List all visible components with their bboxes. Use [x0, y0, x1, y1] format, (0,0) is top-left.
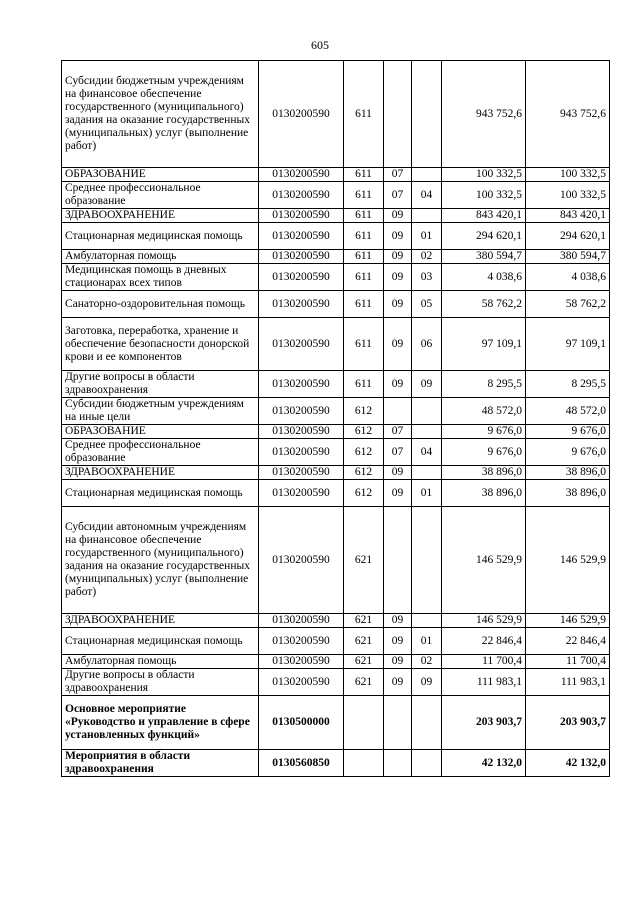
row-pr: 02 — [412, 250, 442, 264]
row-pr: 06 — [412, 318, 442, 371]
row-sum-2: 294 620,1 — [526, 223, 610, 250]
row-sum-2: 22 846,4 — [526, 628, 610, 655]
row-sum-1: 48 572,0 — [442, 398, 526, 425]
row-pr: 01 — [412, 480, 442, 507]
row-code: 0130200590 — [259, 264, 344, 291]
row-code: 0130200590 — [259, 291, 344, 318]
row-code: 0130200590 — [259, 628, 344, 655]
row-vr: 612 — [344, 439, 384, 466]
table-row — [62, 628, 610, 655]
table-row — [62, 669, 610, 696]
row-rz — [384, 398, 412, 425]
row-code: 0130200590 — [259, 669, 344, 696]
row-rz: 09 — [384, 466, 412, 480]
row-sum-1: 100 332,5 — [442, 168, 526, 182]
row-sum-2: 111 983,1 — [526, 669, 610, 696]
row-pr: 09 — [412, 669, 442, 696]
row-sum-1: 38 896,0 — [442, 480, 526, 507]
table-row — [62, 480, 610, 507]
row-rz: 09 — [384, 223, 412, 250]
row-vr: 611 — [344, 318, 384, 371]
row-vr: 612 — [344, 480, 384, 507]
row-sum-2: 943 752,6 — [526, 61, 610, 168]
table-row — [62, 250, 610, 264]
row-sum-2: 58 762,2 — [526, 291, 610, 318]
row-name: Основное мероприятие «Руководство и управление в сфере установленных функций» — [62, 696, 259, 750]
row-rz: 09 — [384, 655, 412, 669]
row-rz: 07 — [384, 425, 412, 439]
row-name: ОБРАЗОВАНИЕ — [62, 425, 259, 439]
row-pr: 01 — [412, 223, 442, 250]
row-code: 0130200590 — [259, 614, 344, 628]
row-pr — [412, 398, 442, 425]
row-rz: 09 — [384, 628, 412, 655]
row-rz: 09 — [384, 318, 412, 371]
row-vr: 621 — [344, 507, 384, 614]
row-rz: 09 — [384, 264, 412, 291]
row-sum-2: 100 332,5 — [526, 168, 610, 182]
row-sum-1: 294 620,1 — [442, 223, 526, 250]
row-sum-2: 843 420,1 — [526, 209, 610, 223]
row-name: Медицинская помощь в дневных стационарах всех типов — [62, 264, 259, 291]
row-sum-1: 203 903,7 — [442, 696, 526, 750]
row-sum-2: 8 295,5 — [526, 371, 610, 398]
row-vr — [344, 696, 384, 750]
row-code: 0130200590 — [259, 182, 344, 209]
row-sum-1: 97 109,1 — [442, 318, 526, 371]
row-sum-1: 11 700,4 — [442, 655, 526, 669]
row-rz — [384, 507, 412, 614]
row-pr: 03 — [412, 264, 442, 291]
table-row — [62, 209, 610, 223]
row-name: Стационарная медицинская помощь — [62, 223, 259, 250]
row-rz: 09 — [384, 371, 412, 398]
row-pr — [412, 750, 442, 777]
row-name: Субсидии бюджетным учреждениям на финансовое обеспечение государственного (муниципального) задания на оказание государственных (муниципальных) услуг (выполнение работ) — [62, 61, 259, 168]
row-sum-1: 943 752,6 — [442, 61, 526, 168]
row-pr — [412, 209, 442, 223]
table-row — [62, 425, 610, 439]
row-code: 0130200590 — [259, 480, 344, 507]
row-sum-2: 146 529,9 — [526, 507, 610, 614]
row-sum-2: 11 700,4 — [526, 655, 610, 669]
row-vr: 611 — [344, 371, 384, 398]
row-vr: 621 — [344, 614, 384, 628]
row-name: Стационарная медицинская помощь — [62, 628, 259, 655]
row-code: 0130200590 — [259, 507, 344, 614]
row-sum-2: 42 132,0 — [526, 750, 610, 777]
row-pr — [412, 168, 442, 182]
row-sum-1: 22 846,4 — [442, 628, 526, 655]
row-code: 0130200590 — [259, 398, 344, 425]
table-row — [62, 398, 610, 425]
row-pr — [412, 614, 442, 628]
row-rz — [384, 696, 412, 750]
table-row — [62, 223, 610, 250]
row-sum-1: 843 420,1 — [442, 209, 526, 223]
row-vr: 612 — [344, 398, 384, 425]
row-sum-1: 146 529,9 — [442, 507, 526, 614]
row-sum-1: 380 594,7 — [442, 250, 526, 264]
row-rz: 09 — [384, 250, 412, 264]
row-code: 0130200590 — [259, 466, 344, 480]
row-code: 0130200590 — [259, 425, 344, 439]
row-name: ЗДРАВООХРАНЕНИЕ — [62, 466, 259, 480]
row-name: Амбулаторная помощь — [62, 655, 259, 669]
table-row — [62, 750, 610, 777]
table-row — [62, 291, 610, 318]
row-vr: 611 — [344, 264, 384, 291]
row-code: 0130200590 — [259, 223, 344, 250]
row-vr: 611 — [344, 61, 384, 168]
row-sum-1: 100 332,5 — [442, 182, 526, 209]
row-sum-2: 48 572,0 — [526, 398, 610, 425]
row-pr: 09 — [412, 371, 442, 398]
row-sum-1: 9 676,0 — [442, 439, 526, 466]
row-sum-1: 8 295,5 — [442, 371, 526, 398]
table-row — [62, 168, 610, 182]
row-sum-2: 100 332,5 — [526, 182, 610, 209]
row-name: Среднее профессиональное образование — [62, 439, 259, 466]
row-sum-1: 9 676,0 — [442, 425, 526, 439]
row-rz: 09 — [384, 291, 412, 318]
row-vr: 611 — [344, 250, 384, 264]
table-row — [62, 371, 610, 398]
row-name: Заготовка, переработка, хранение и обеспечение безопасности донорской крови и ее компонентов — [62, 318, 259, 371]
row-pr — [412, 696, 442, 750]
table-row — [62, 439, 610, 466]
row-sum-1: 4 038,6 — [442, 264, 526, 291]
table-row — [62, 264, 610, 291]
row-name: Среднее профессиональное образование — [62, 182, 259, 209]
row-rz: 07 — [384, 182, 412, 209]
row-code: 0130500000 — [259, 696, 344, 750]
row-sum-2: 38 896,0 — [526, 480, 610, 507]
row-pr: 05 — [412, 291, 442, 318]
row-code: 0130560850 — [259, 750, 344, 777]
row-sum-2: 38 896,0 — [526, 466, 610, 480]
row-code: 0130200590 — [259, 250, 344, 264]
row-pr: 04 — [412, 182, 442, 209]
row-vr: 611 — [344, 182, 384, 209]
row-name: Субсидии бюджетным учреждениям на иные цели — [62, 398, 259, 425]
row-code: 0130200590 — [259, 209, 344, 223]
row-name: ЗДРАВООХРАНЕНИЕ — [62, 209, 259, 223]
row-sum-1: 146 529,9 — [442, 614, 526, 628]
row-rz — [384, 61, 412, 168]
row-name: Другие вопросы в области здравоохранения — [62, 371, 259, 398]
row-rz: 09 — [384, 614, 412, 628]
row-pr: 01 — [412, 628, 442, 655]
row-sum-1: 42 132,0 — [442, 750, 526, 777]
row-rz — [384, 750, 412, 777]
row-sum-2: 380 594,7 — [526, 250, 610, 264]
row-vr: 611 — [344, 291, 384, 318]
row-pr — [412, 425, 442, 439]
row-pr — [412, 507, 442, 614]
row-sum-1: 111 983,1 — [442, 669, 526, 696]
table-row — [62, 655, 610, 669]
row-vr: 621 — [344, 669, 384, 696]
row-name: Другие вопросы в области здравоохранения — [62, 669, 259, 696]
row-code: 0130200590 — [259, 371, 344, 398]
row-name: Санаторно-оздоровительная помощь — [62, 291, 259, 318]
table-row — [62, 61, 610, 168]
row-name: Субсидии автономным учреждениям на финансовое обеспечение государственного (муниципального) задания на оказание государственных (муниципальных) услуг (выполнение работ) — [62, 507, 259, 614]
row-name: ЗДРАВООХРАНЕНИЕ — [62, 614, 259, 628]
table-row — [62, 466, 610, 480]
table-row — [62, 318, 610, 371]
table-row — [62, 507, 610, 614]
row-rz: 07 — [384, 439, 412, 466]
row-rz: 09 — [384, 209, 412, 223]
row-vr — [344, 750, 384, 777]
row-code: 0130200590 — [259, 439, 344, 466]
row-sum-2: 146 529,9 — [526, 614, 610, 628]
row-rz: 09 — [384, 480, 412, 507]
row-sum-2: 203 903,7 — [526, 696, 610, 750]
row-sum-2: 9 676,0 — [526, 425, 610, 439]
row-pr — [412, 61, 442, 168]
row-name: Амбулаторная помощь — [62, 250, 259, 264]
row-pr — [412, 466, 442, 480]
row-code: 0130200590 — [259, 61, 344, 168]
row-sum-2: 9 676,0 — [526, 439, 610, 466]
row-sum-2: 97 109,1 — [526, 318, 610, 371]
row-code: 0130200590 — [259, 318, 344, 371]
row-code: 0130200590 — [259, 655, 344, 669]
row-sum-1: 58 762,2 — [442, 291, 526, 318]
page-number: 605 — [311, 38, 329, 52]
row-name: Стационарная медицинская помощь — [62, 480, 259, 507]
row-rz: 07 — [384, 168, 412, 182]
row-name: Мероприятия в области здравоохранения — [62, 750, 259, 777]
row-vr: 611 — [344, 223, 384, 250]
row-vr: 611 — [344, 168, 384, 182]
row-vr: 621 — [344, 655, 384, 669]
row-pr: 02 — [412, 655, 442, 669]
budget-table — [61, 60, 610, 777]
row-name: ОБРАЗОВАНИЕ — [62, 168, 259, 182]
table-row — [62, 614, 610, 628]
row-vr: 621 — [344, 628, 384, 655]
row-sum-1: 38 896,0 — [442, 466, 526, 480]
row-rz: 09 — [384, 669, 412, 696]
table-row — [62, 696, 610, 750]
row-sum-2: 4 038,6 — [526, 264, 610, 291]
row-pr: 04 — [412, 439, 442, 466]
row-vr: 611 — [344, 209, 384, 223]
table-row — [62, 182, 610, 209]
row-code: 0130200590 — [259, 168, 344, 182]
row-vr: 612 — [344, 466, 384, 480]
row-vr: 612 — [344, 425, 384, 439]
